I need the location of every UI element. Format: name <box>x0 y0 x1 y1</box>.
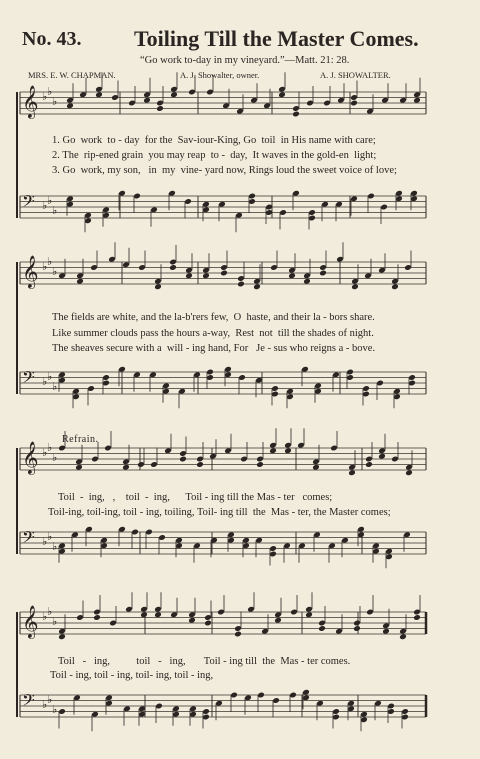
note-head <box>269 447 277 454</box>
flat-icon: ♭ <box>42 446 48 459</box>
note-head <box>350 100 358 107</box>
flat-icon: ♭ <box>52 265 58 278</box>
flat-icon: ♭ <box>42 199 48 212</box>
refrain-upper-line-1: Toil - ing, , toil - ing, Toil - ing till the Mas - ter comes; <box>58 492 333 503</box>
flat-icon: ♭ <box>52 540 58 553</box>
treble-clef-icon: 𝄞 <box>22 605 39 638</box>
bass-clef-icon: 𝄢 <box>22 527 35 551</box>
flat-icon: ♭ <box>42 698 48 711</box>
note-head <box>318 625 326 632</box>
verse-3-line-1: 3. Go work, my son, in my vine- yard now, Rings loud the sweet voice of love; <box>52 165 397 176</box>
treble-clef-icon: 𝄞 <box>22 85 39 118</box>
note-head <box>312 464 320 471</box>
flat-icon: ♭ <box>47 441 53 454</box>
hymn-number: No. 43. <box>22 28 82 50</box>
note-head <box>365 461 373 468</box>
flat-icon: ♭ <box>47 605 53 618</box>
verse-1-line-2: The fields are white, and the la-b'rers few, O haste, and their la - bors share. <box>52 312 375 323</box>
note-head <box>93 614 101 621</box>
note-head <box>66 102 74 109</box>
note-head <box>278 91 286 98</box>
note-head <box>348 469 356 476</box>
note-head <box>204 620 212 627</box>
bass-clef-icon: 𝄢 <box>22 367 35 391</box>
note-head <box>319 270 327 277</box>
note-head <box>305 611 313 618</box>
refrain-lower-line-2: Toil - ing, toil - ing, toil- ing, toil - ing, <box>50 670 214 681</box>
note-head <box>95 91 103 98</box>
bass-clef-icon: 𝄢 <box>22 191 35 215</box>
note-head <box>256 461 264 468</box>
note-head <box>179 456 187 463</box>
verse-2-line-1: 2. The rip-ened grain you may reap to - day, It waves in the gold-en light; <box>52 150 377 161</box>
note-head <box>378 453 386 460</box>
hymn-title: Toiling Till the Master Comes. <box>134 26 419 51</box>
note-head <box>154 611 162 618</box>
note-head <box>391 283 399 290</box>
note-head <box>405 469 413 476</box>
bass-clef-icon: 𝄢 <box>22 690 35 714</box>
note-head <box>170 91 178 98</box>
note-head <box>188 617 196 624</box>
flat-icon: ♭ <box>52 95 58 108</box>
note-head <box>413 97 421 104</box>
flat-icon: ♭ <box>52 703 58 716</box>
refrain-upper-line-2: Toil - ing, toil - ing, Toil - ing till the Mas - ter comes. <box>58 656 351 667</box>
flat-icon: ♭ <box>42 375 48 388</box>
note-head <box>399 633 407 640</box>
treble-clef-icon: 𝄞 <box>22 255 39 288</box>
note-head <box>156 105 164 112</box>
note-head <box>303 278 311 285</box>
flat-icon: ♭ <box>47 194 53 207</box>
verse-3-line-2: The sheaves secure with a will - ing hand, For Je - sus who reigns a - bove. <box>52 343 376 354</box>
note-head <box>76 278 84 285</box>
note-head <box>143 97 151 104</box>
note-head <box>196 461 204 468</box>
flat-icon: ♭ <box>52 615 58 628</box>
verse-1-line-1: 1. Go work to - day for the Sav-iour-King, Go toil in His name with care; <box>52 135 376 146</box>
refrain-label: Refrain. <box>62 434 99 445</box>
flat-icon: ♭ <box>52 380 58 393</box>
note-head <box>382 628 390 635</box>
note-head <box>234 631 242 638</box>
flat-icon: ♭ <box>52 451 58 464</box>
flat-icon: ♭ <box>42 90 48 103</box>
note-head <box>253 283 261 290</box>
note-head <box>220 270 228 277</box>
flat-icon: ♭ <box>47 85 53 98</box>
lyricist-credit: MRS. E. W. CHAPMAN. <box>28 70 116 80</box>
note-head <box>237 281 245 288</box>
composer-credit: A. J. SHOWALTER. <box>320 70 391 80</box>
refrain-lower-line-1: Toil-ing, toil-ing, toil - ing, toiling, Toil- ing till the Mas - ter, the Master comes; <box>48 507 391 518</box>
flat-icon: ♭ <box>47 255 53 268</box>
note-head <box>75 464 83 471</box>
note-head <box>284 447 292 454</box>
note-head <box>202 272 210 279</box>
note-head <box>185 272 193 279</box>
note-head <box>274 617 282 624</box>
note-head <box>169 264 177 271</box>
flat-icon: ♭ <box>47 693 53 706</box>
note-head <box>58 633 66 640</box>
note-head <box>288 272 296 279</box>
verse-2-line-2: Like summer clouds pass the hours a-way, Rest not till the shades of night. <box>52 328 374 339</box>
note-head <box>154 283 162 290</box>
note-head <box>292 111 300 118</box>
flat-icon: ♭ <box>42 535 48 548</box>
flat-icon: ♭ <box>47 370 53 383</box>
note-head <box>351 283 359 290</box>
note-head <box>353 625 361 632</box>
note-head <box>413 614 421 621</box>
flat-icon: ♭ <box>42 610 48 623</box>
flat-icon: ♭ <box>47 530 53 543</box>
flat-icon: ♭ <box>42 260 48 273</box>
scripture-epigraph: “Go work to-day in my vineyard.”—Matt. 21: 28. <box>140 55 350 66</box>
copyright-owner-credit: A. J. Showalter, owner. <box>180 70 260 80</box>
treble-clef-icon: 𝄞 <box>22 441 39 474</box>
flat-icon: ♭ <box>52 204 58 217</box>
note-head <box>122 464 130 471</box>
note-head <box>140 611 148 618</box>
